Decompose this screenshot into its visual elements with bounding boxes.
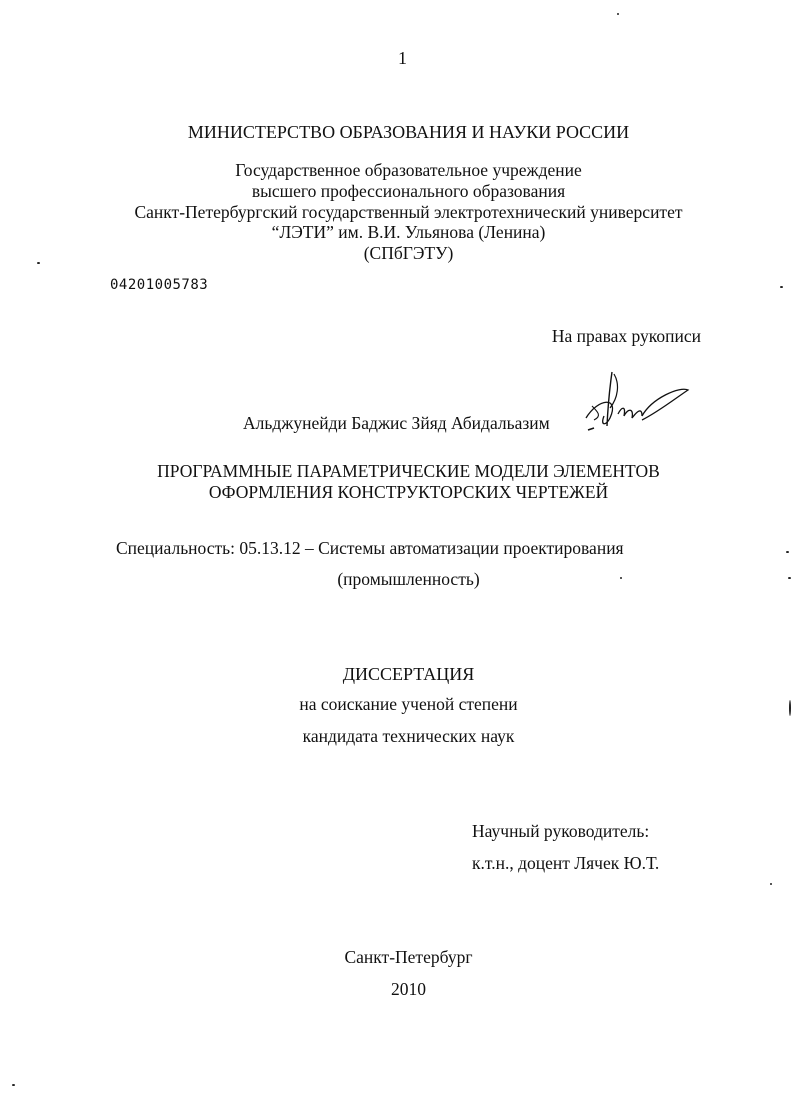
institution-line-2: высшего профессионального образования — [251, 181, 566, 201]
institution-line-4: “ЛЭТИ” им. В.И. Ульянова (Ленина) — [271, 222, 546, 242]
scan-speck — [620, 577, 622, 579]
title-line-1: ПРОГРАММНЫЕ ПАРАМЕТРИЧЕСКИЕ МОДЕЛИ ЭЛЕМЕНТОВ — [157, 461, 660, 481]
signature-icon — [580, 368, 690, 440]
institution-line-5: (СПбГЭТУ) — [363, 243, 454, 263]
year: 2010 — [391, 979, 426, 999]
scan-speck — [780, 286, 783, 288]
scan-speck — [617, 13, 619, 15]
advisor-label: Научный руководитель: — [472, 821, 650, 841]
scan-speck — [37, 262, 40, 264]
page-number: 1 — [398, 48, 407, 68]
degree-line-2: кандидата технических наук — [302, 726, 515, 746]
institution-line-1: Государственное образовательное учреждение — [235, 160, 582, 180]
scan-speck — [789, 700, 791, 716]
city: Санкт-Петербург — [344, 947, 473, 967]
author-name: Альджунейди Баджис Зйяд Абидальазим — [243, 413, 550, 433]
institution-line-3: Санкт-Петербургский государственный электротехнический университет — [134, 202, 683, 222]
manuscript-rights: На правах рукописи — [551, 326, 701, 346]
title-line-2: ОФОРМЛЕНИЯ КОНСТРУКТОРСКИХ ЧЕРТЕЖЕЙ — [208, 482, 609, 502]
specialty-line: Специальность: 05.13.12 – Системы автоматизации проектирования — [116, 538, 624, 558]
scan-speck — [12, 1084, 15, 1086]
ministry-heading: МИНИСТЕРСТВО ОБРАЗОВАНИЯ И НАУКИ РОССИИ — [187, 122, 630, 142]
specialty-field: (промышленность) — [337, 569, 480, 589]
document-type: ДИССЕРТАЦИЯ — [342, 664, 475, 684]
scan-speck — [788, 577, 791, 579]
degree-line-1: на соискание ученой степени — [299, 694, 518, 714]
advisor-name: к.т.н., доцент Лячек Ю.Т. — [472, 853, 660, 873]
catalog-code: 04201005783 — [110, 277, 209, 293]
scan-speck — [770, 883, 772, 885]
scan-speck — [786, 551, 789, 553]
